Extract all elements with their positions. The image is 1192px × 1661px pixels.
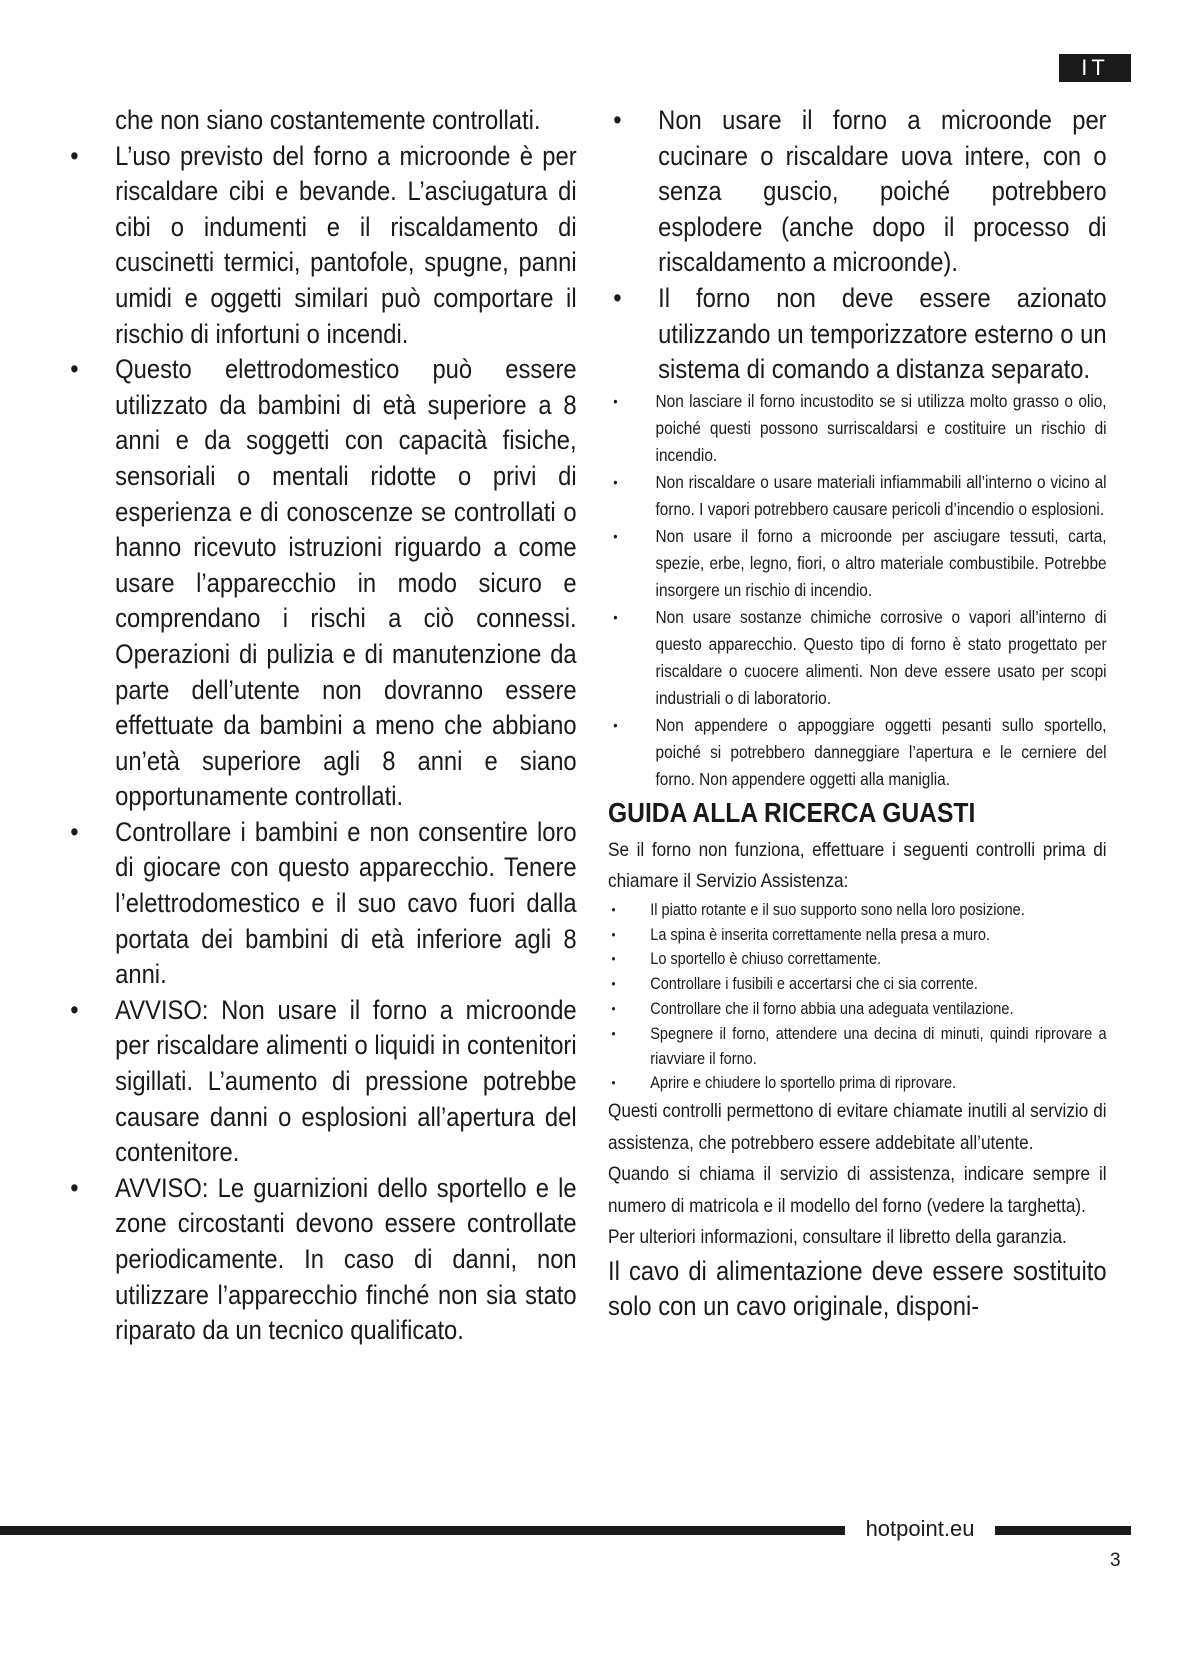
right-small-text	[608, 388, 1107, 793]
list-item: • Controllare i fusibili e accertarsi che ci sia corrente.	[608, 972, 1107, 997]
paragraph: Quando si chiama il servizio di assistenza, indicare sempre il numero di matricola e il modello del forno (vedere la targhetta).	[608, 1163, 1107, 1217]
left-bullet-list	[65, 139, 577, 1349]
list-item: • Non riscaldare o usare materiali infiammabili all’interno o vicino al forno. I vapori potrebbero causare pericoli d’incendio o esplosioni.	[608, 469, 1107, 523]
right-big-text	[608, 103, 1107, 388]
page-number: 3	[1110, 1550, 1121, 1571]
list-item: • Spegnere il forno, attendere una decina di minuti, quindi riprovare a riavviare il forno.	[608, 1022, 1107, 1072]
list-item: • Aprire e chiudere lo sportello prima di riprovare.	[608, 1071, 1107, 1096]
list-item: • Non appendere o appoggiare oggetti pesanti sullo sportello, poiché si potrebbero danneggiare l’apertura e le cerniere del forno. Non appendere oggetti alla maniglia.	[608, 712, 1107, 793]
left-text	[65, 103, 577, 1349]
list-item: • La spina è inserita correttamente nella presa a muro.	[608, 923, 1107, 948]
troubleshooting-intro: Se il forno non funziona, effettuare i seguenti controlli prima di chiamare il Servizio Assistenza:	[608, 838, 1107, 893]
right-big-bullet-list	[608, 103, 1107, 388]
paragraph: Per ulteriori informazioni, consultare il libretto della garanzia.	[608, 1226, 1067, 1249]
list-item: • Controllare che il forno abbia una adeguata ventilazione.	[608, 997, 1107, 1022]
left-column	[65, 103, 575, 1349]
section-heading: GUIDA ALLA RICERCA GUASTI	[608, 796, 976, 828]
list-item: • Non usare sostanze chimiche corrosive o vapori all’interno di questo apparecchio. Questo tipo di forno è stato progettato per riscaldare o cuocere alimenti. Non deve essere usato per scopi industriali o di laboratorio.	[608, 604, 1107, 712]
footer-rule-left	[0, 1526, 845, 1535]
continuation-text: che non siano costantemente controllati.	[115, 105, 541, 135]
checks-text	[608, 898, 1107, 1096]
list-item: • Lo sportello è chiuso correttamente.	[608, 947, 1107, 972]
list-item: • Il piatto rotante e il suo supporto sono nella loro posizione.	[608, 898, 1107, 923]
list-item: • L’uso previsto del forno a microonde è per riscaldare cibi e bevande. L’asciugatura di cibi o indumenti e il riscaldamento di cuscinetti termici, pantofole, spugne, panni umidi e oggetti similari può comportare il rischio di infortuni o incendi.	[65, 139, 577, 353]
footer-rule-right	[995, 1526, 1131, 1535]
list-item: • AVVISO: Non usare il forno a microonde per riscaldare alimenti o liquidi in contenitori sigillati. L’aumento di pressione potrebbe causare danni o esplosioni all’apertura del contenitore.	[65, 993, 577, 1171]
checks-list	[608, 898, 1107, 1096]
list-item: • Controllare i bambini e non consentire loro di giocare con questo apparecchio. Tenere l’elettrodomestico e il suo cavo fuori dalla portata dei bambini di età inferiore agli 8 anni.	[65, 815, 577, 993]
brand-url: hotpoint.eu	[865, 1516, 975, 1541]
right-column	[608, 103, 1105, 1324]
list-item: • Non usare il forno a microonde per cucinare o riscaldare uova intere, con o senza guscio, poiché potrebbero esplodere (anche dopo il processo di riscaldamento a microonde).	[608, 103, 1107, 281]
list-item: • Il forno non deve essere azionato utilizzando un temporizzatore esterno o un sistema di comando a distanza separato.	[608, 281, 1107, 388]
list-item: • AVVISO: Le guarnizioni dello sportello e le zone circostanti devono essere controllate periodicamente. In caso di danni, non utilizzare l’apparecchio finché non sia stato riparato da un tecnico qualificato.	[65, 1171, 577, 1349]
list-item: • Questo elettrodomestico può essere utilizzato da bambini di età superiore a 8 anni e da soggetti con capacità fisiche, sensoriali o mentali ridotte o privi di esperienza e di conoscenze se controllati o hanno ricevuto istruzioni riguardo a come usare l’apparecchio in modo sicuro e comprendano i rischi a ciò connessi. Operazioni di pulizia e di manutenzione da parte dell’utente non dovranno essere effettuate da bambini a meno che abbiano un’età superiore agli 8 anni e siano opportunamente controllati.	[65, 352, 577, 815]
list-item: • Non usare il forno a microonde per asciugare tessuti, carta, spezie, erbe, legno, fiori, o altro materiale combustibile. Potrebbe insorgere un rischio di incendio.	[608, 523, 1107, 604]
paragraph: Questi controlli permettono di evitare chiamate inutili al servizio di assistenza, che potrebbero essere addebitate all’utente.	[608, 1100, 1107, 1154]
language-tag: IT	[1059, 54, 1131, 82]
right-small-bullet-list	[608, 388, 1107, 793]
paragraph: Il cavo di alimentazione deve essere sostituito solo con un cavo originale, disponi-	[608, 1255, 1107, 1321]
list-item: • Non lasciare il forno incustodito se si utilizza molto grasso o olio, poiché questi possono surriscaldarsi e costituire un rischio di incendio.	[608, 388, 1107, 469]
